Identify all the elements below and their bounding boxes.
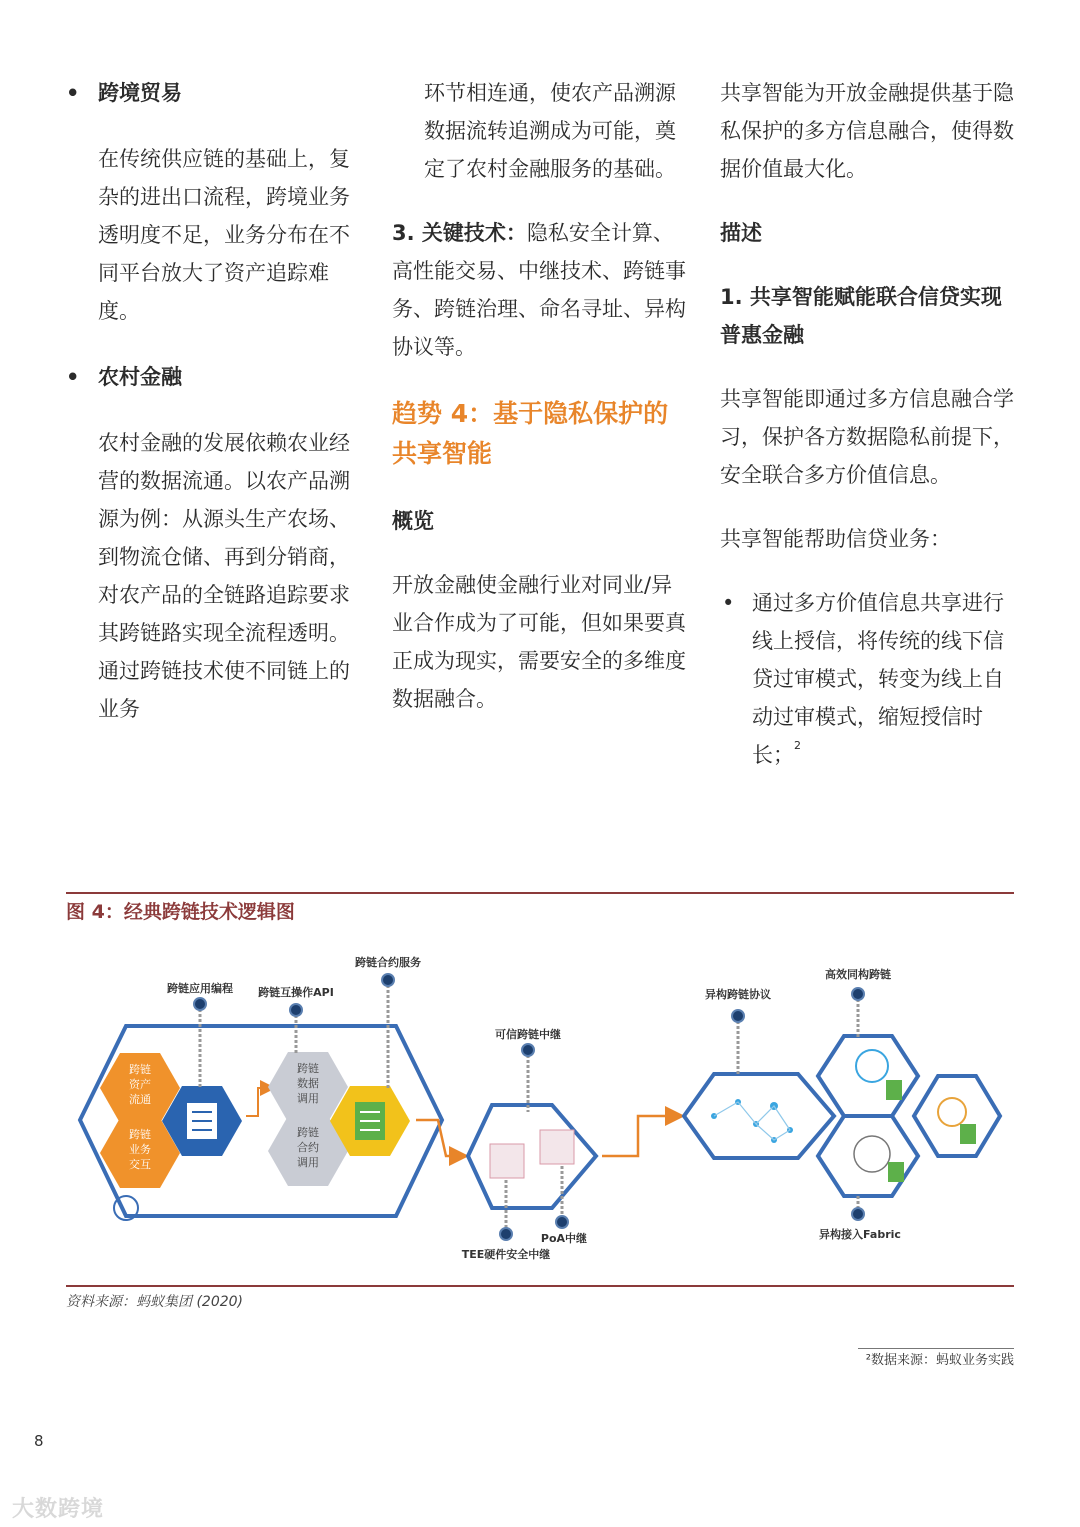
- rural-finance-continued: 环节相连通，使农产品溯源数据流转追溯成为可能，奠定了农村金融服务的基础。: [424, 81, 676, 181]
- pin-interop-api: [290, 1004, 302, 1016]
- homo-frame: [818, 1036, 918, 1116]
- pin-hetero-protocol: [732, 1010, 744, 1022]
- label-hetero-protocol: 异构跨链协议: [705, 988, 771, 1001]
- column-3: [720, 74, 1020, 774]
- shared-intelligence-para1: 共享智能即通过多方信息融合学习，保护各方数据隐私前提下，安全联合多方价值信息。: [720, 387, 1014, 487]
- fabric-mesh-icon: [854, 1136, 890, 1172]
- label-homo-chain: 高效同构跨链: [825, 968, 891, 981]
- label-tee-relay: TEE硬件安全中继: [461, 1248, 551, 1261]
- network-graph-icon: [714, 1102, 790, 1140]
- hex-data-call-line2: 数据: [297, 1077, 319, 1090]
- cross-chain-diagram: [66, 940, 1014, 1280]
- label-interop-api: 跨链互操作API: [258, 986, 334, 999]
- ring-icon: [938, 1098, 966, 1126]
- hex-biz-interact-line1: 跨链: [129, 1128, 151, 1141]
- description-label: 描述: [720, 221, 762, 245]
- column-2: [392, 74, 692, 718]
- ring-frame: [914, 1076, 1000, 1156]
- pin-fabric-access: [852, 1208, 864, 1220]
- poa-chip-icon: [540, 1130, 574, 1164]
- column-1: [66, 74, 362, 728]
- hex-data-call-line1: 跨链: [297, 1062, 319, 1075]
- footnote-ref-2[interactable]: 2: [794, 739, 801, 752]
- bullet-cross-border-trade: • 跨境贸易: [66, 74, 362, 112]
- label-contract-service: 跨链合约服务: [355, 956, 421, 969]
- homo-chain-icon: [856, 1050, 888, 1082]
- fabric-frame: [818, 1116, 918, 1196]
- bullet-rural-finance: • 农村金融: [66, 358, 362, 396]
- label-fabric-access: 异构接入Fabric: [819, 1228, 901, 1241]
- figure-bottom-rule: [66, 1285, 1014, 1287]
- label-poa-relay: PoA中继: [540, 1232, 588, 1245]
- pin-homo-chain: [852, 988, 864, 1000]
- overview-text: 开放金融使金融行业对同业/异业合作成为了可能，但如果要真正成为现实，需要安全的多维度数据融合。: [392, 573, 686, 711]
- tee-chip-icon: [490, 1144, 524, 1178]
- key-tech-label: 3. 关键技术：: [392, 221, 527, 245]
- pin-contract-service: [382, 974, 394, 986]
- hex-biz-interact-line2: 业务: [129, 1143, 151, 1156]
- cross-border-trade-text: 在传统供应链的基础上，复杂的进出口流程，跨境业务透明度不足，业务分布在不同平台放大了资产追踪难度。: [98, 147, 350, 323]
- hex-asset-flow-line1: 跨链: [129, 1063, 151, 1076]
- figure-top-rule: [66, 892, 1014, 894]
- hex-biz-interact-line3: 交互: [129, 1158, 151, 1171]
- pin-app-orchestration: [194, 998, 206, 1010]
- overview-label: 概览: [392, 509, 434, 533]
- figure-source: 资料来源：蚂蚁集团 (2020): [66, 1294, 244, 1310]
- footnote-2: ²数据来源：蚂蚁业务实践: [865, 1353, 1014, 1368]
- hex-asset-flow-line3: 流通: [129, 1093, 151, 1106]
- key-tech-text: 隐私安全计算、高性能交易、中继技术、跨链事务、跨链治理、命名寻址、异构协议等。: [392, 221, 686, 359]
- hex-contract-call-line1: 跨链: [297, 1126, 319, 1139]
- shared-intelligence-para2: 共享智能帮助信贷业务：: [720, 527, 951, 551]
- hex-contract-call-line2: 合约: [297, 1141, 319, 1154]
- rural-finance-text: 农村金融的发展依赖农业经营的数据流通。以农产品溯源为例：从源头生产农场、到物流仓储、再到分销商，对农产品的全链路追踪要求其跨链路实现全流程透明。通过跨链技术使不同链上的业务: [98, 431, 350, 721]
- figure-title: 图 4：经典跨链技术逻辑图: [66, 901, 295, 923]
- hex-data-call-line3: 调用: [297, 1092, 319, 1105]
- credit-bullet-1: [720, 584, 1020, 774]
- hex-asset-flow-line2: 资产: [129, 1078, 151, 1091]
- relay-frame: [468, 1105, 596, 1208]
- sub-heading-joint-credit: 1. 共享智能赋能联合信贷实现普惠金融: [720, 285, 1002, 347]
- shared-intelligence-intro: 共享智能为开放金融提供基于隐私保护的多方信息融合，使得数据价值最大化。: [720, 81, 1014, 181]
- key-tech-paragraph: [392, 214, 692, 366]
- footnote-rule: [858, 1348, 1014, 1349]
- label-trusted-relay: 可信跨链中继: [495, 1028, 561, 1041]
- watermark: 大数跨境: [12, 1497, 105, 1522]
- pin-trusted-relay: [522, 1044, 534, 1056]
- page-number: 8: [34, 1432, 44, 1450]
- label-app-orchestration: 跨链应用编程: [167, 982, 233, 995]
- pin-tee-relay: [500, 1228, 512, 1240]
- hex-contract-call-line3: 调用: [297, 1156, 319, 1169]
- pin-poa-relay: [556, 1216, 568, 1228]
- trend-4-heading: 趋势 4：基于隐私保护的共享智能: [392, 399, 669, 468]
- credit-bullet-1-text: 通过多方价值信息共享进行线上授信，将传统的线下信贷过审模式，转变为线上自动过审模式，缩短授信时长；: [752, 591, 1004, 767]
- hetero-frame: [684, 1074, 834, 1158]
